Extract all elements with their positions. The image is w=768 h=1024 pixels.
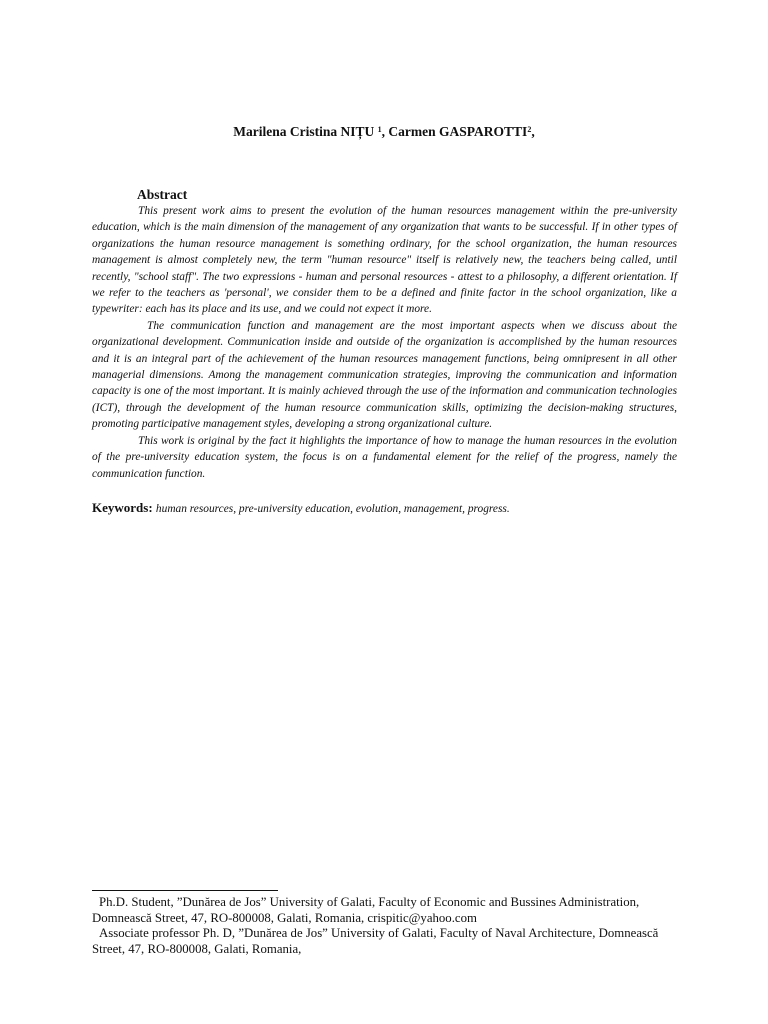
footnote-1-text: Ph.D. Student, ”Dunărea de Jos” University of Galati, Faculty of Economic and Bussines Administration, Domnească Street, 47, RO-800008, Galati, Romania, crispitic@yahoo.com <box>92 895 640 925</box>
author-1-footnote-mark: 1 <box>377 125 382 134</box>
abstract-heading: Abstract <box>137 187 188 202</box>
author-separator: , <box>381 124 389 139</box>
keywords-label: Keywords: <box>92 499 153 515</box>
footnotes-section <box>92 895 692 957</box>
abstract-section <box>92 186 677 517</box>
abstract-paragraph-2: The communication function and management are the most important aspects when we discuss about the organizational development. Communication inside and outside of the organization is accomplished by the human resources and it is an integral part of the achievement of the human resources management functions, being omnipresent in all other managerial dimensions. Among the management communication strategies, improving the communication and information capacity is one of the most important. It is mainly achieved through the use of the information and communication technologies (ICT), through the development of the human resource communication skills, optimizing the decision-making structures, promoting participative management styles, developing a strong organizational culture. <box>92 319 677 431</box>
footnote-divider <box>92 890 278 891</box>
keywords-text: human resources, pre-university education, evolution, management, progress. <box>155 502 510 515</box>
footnote-2 <box>92 926 692 957</box>
author-2-name: Carmen GASPAROTTI <box>388 124 528 139</box>
footnote-2-text: Associate professor Ph. D, ”Dunărea de Jos” University of Galati, Faculty of Naval Architecture, Domnească Street, 47, RO-800008, Galati, Romania, <box>92 926 659 956</box>
author-1-name: Marilena Cristina NIȚU <box>233 124 375 139</box>
author-line-trailing-comma: , <box>531 124 535 139</box>
author-line <box>0 124 768 140</box>
keywords-line <box>92 500 677 517</box>
footnote-1 <box>92 895 692 926</box>
abstract-paragraph-3: This work is original by the fact it highlights the importance of how to manage the human resources in the evolution of the pre-university education system, the focus is on a fundamental element for the relief of the progress, namely the communication function. <box>92 434 677 480</box>
abstract-paragraph-1: This present work aims to present the evolution of the human resources management within the pre-university education, which is the main dimension of the management of any organization that wants to be successful. If in other types of organizations the human resource management is something ordinary, for the school organization, the human resources management is almost completely new, the term "human resource" itself is relatively new, the teachers being called, until recently, "school staff". The two expressions - human and personal resources - attest to a philosophy, a different orientation. If we refer to the teachers as 'personal', we consider them to be a defined and finite factor in the school organization, like a typewriter: each has its place and its use, and we could not expect it more. <box>92 205 677 316</box>
author-2-footnote-mark: 2 <box>527 125 532 134</box>
